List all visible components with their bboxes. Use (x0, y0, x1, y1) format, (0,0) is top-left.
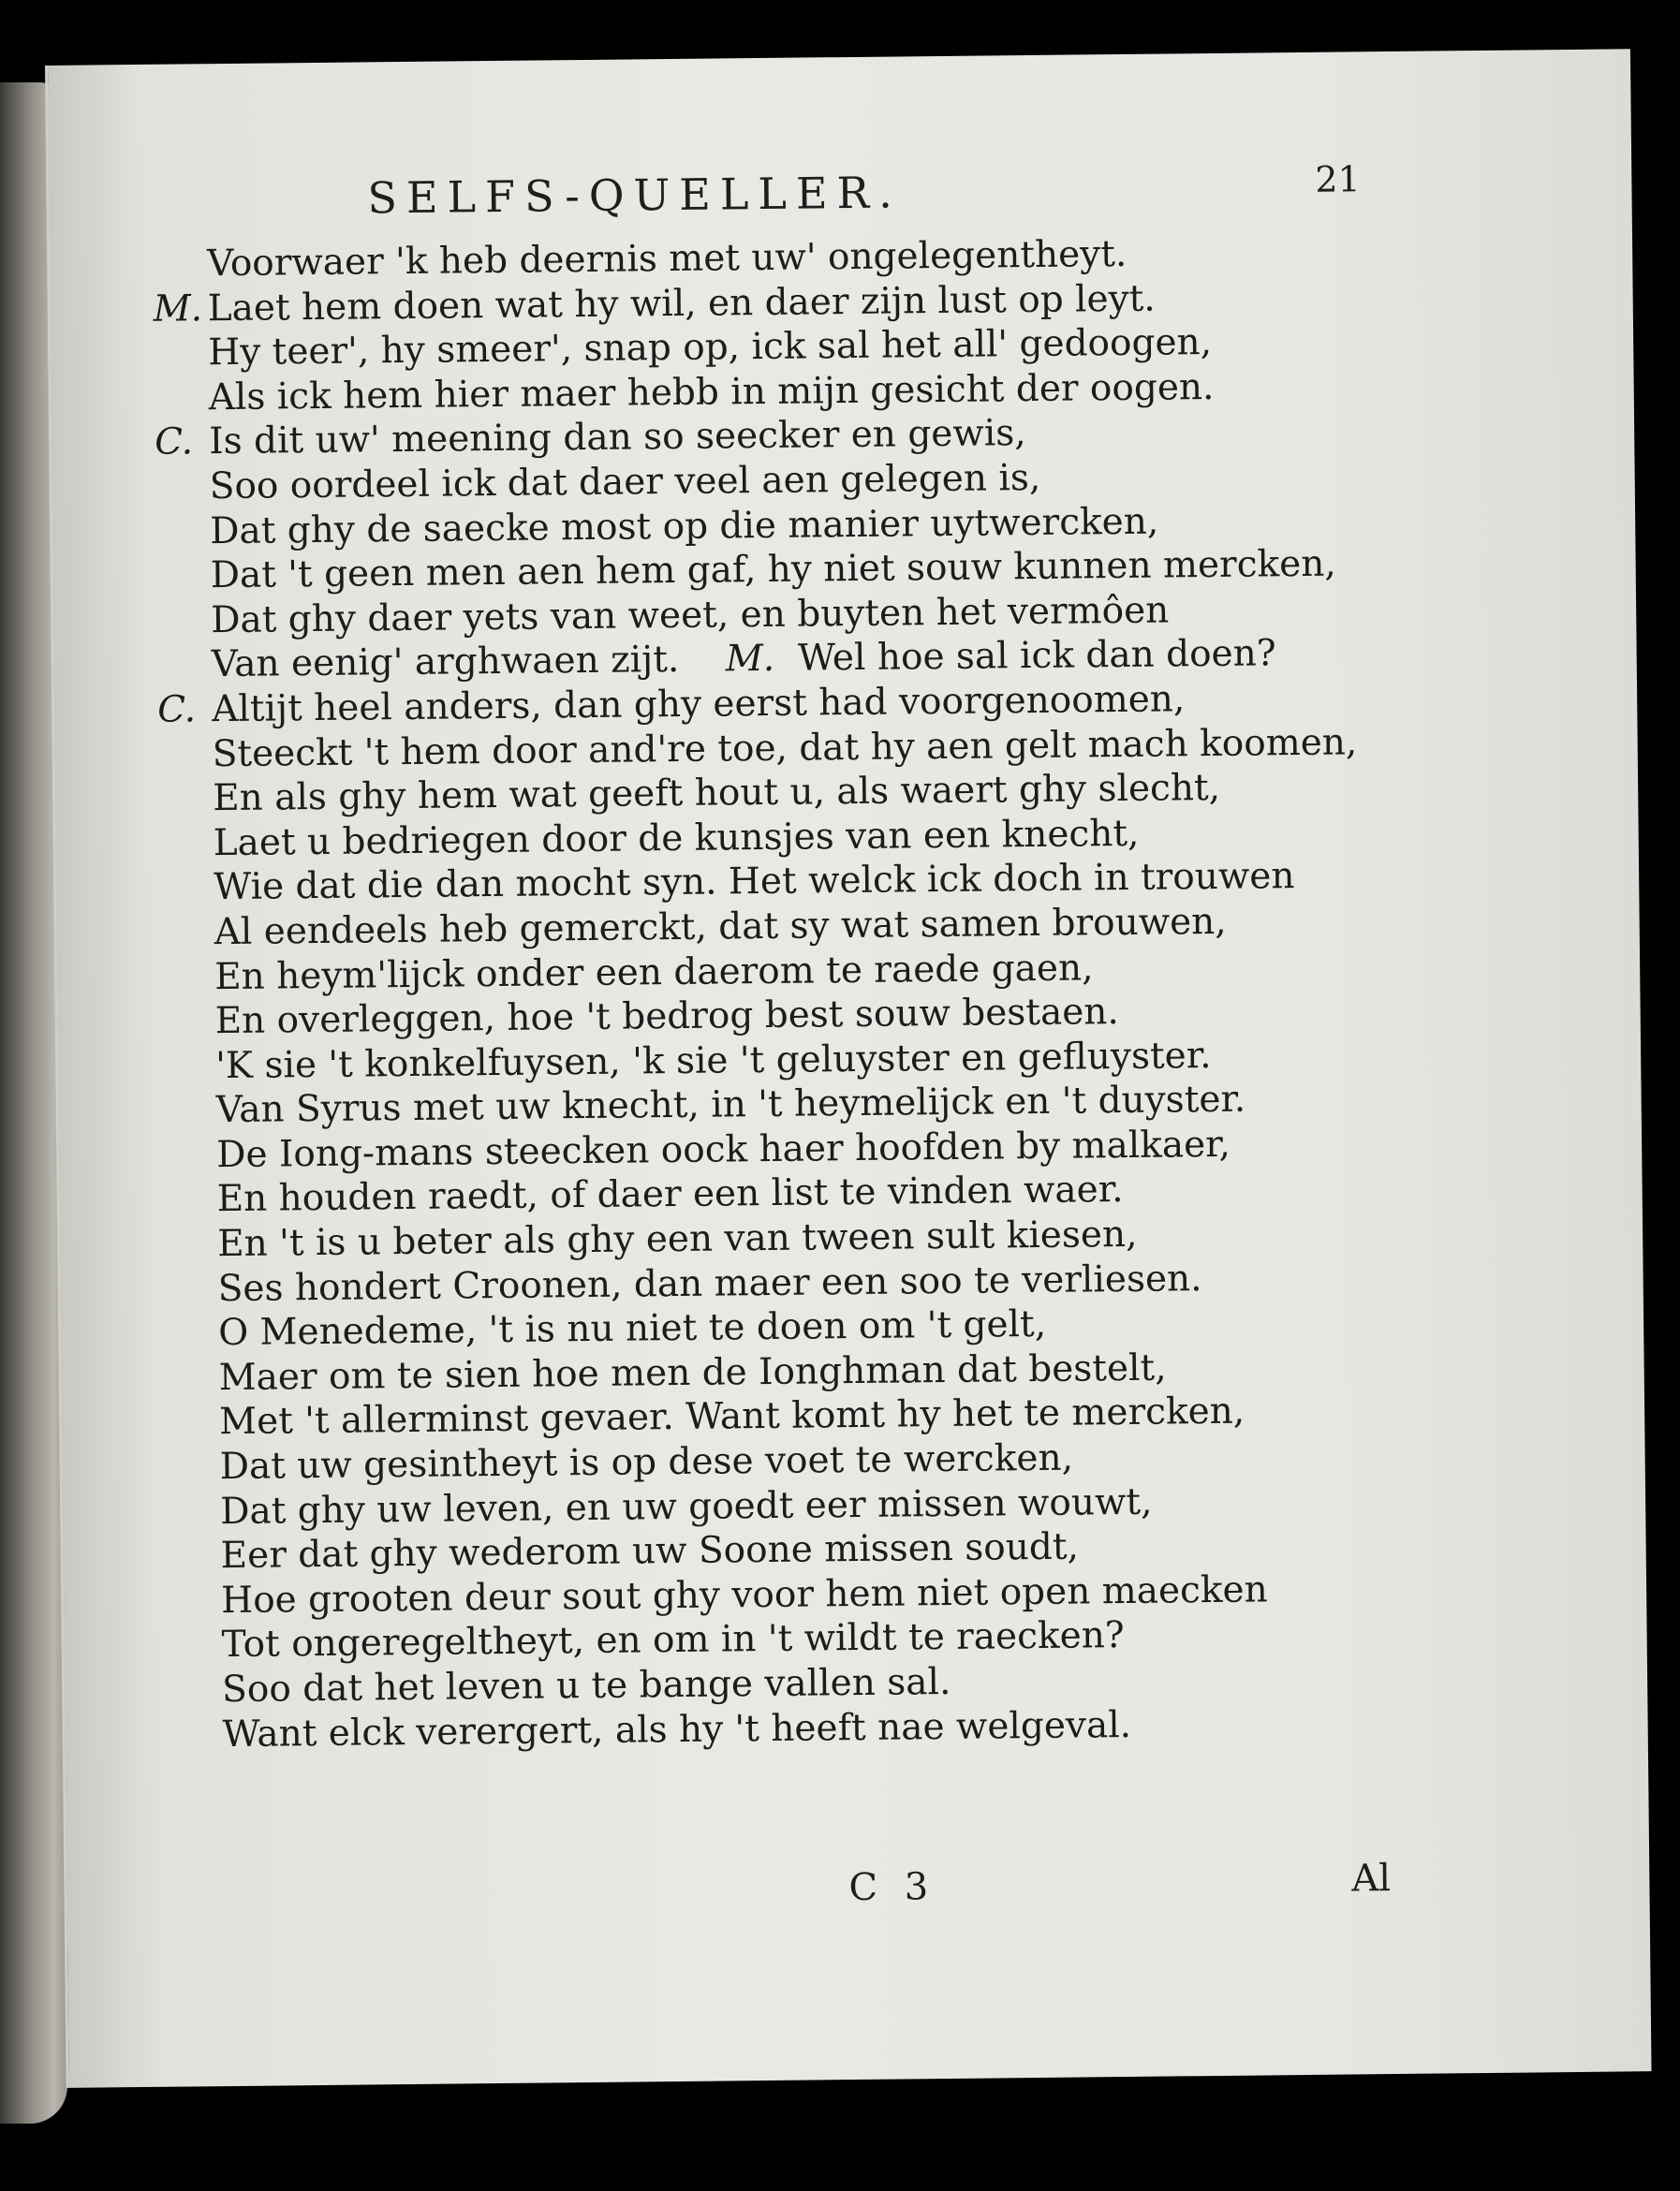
verse-block (153, 229, 1386, 1757)
verse-text (222, 1660, 951, 1713)
verse-text-main: Dat ghy daer yets van weet, en buyten het vermôen (210, 589, 1170, 641)
verse-text-main: Dat uw gesintheyt is op dese voet te wercken, (219, 1436, 1074, 1489)
verse-text-main: O Menedeme, 't is nu niet te doen om 't gelt, (217, 1303, 1047, 1355)
speaker-label: C. (154, 420, 194, 464)
verse-text-main: Dat ghy de saecke most op die manier uytwercken, (209, 500, 1159, 552)
verse-text-continuation: Wel hoe sal ick dan doen? (797, 632, 1276, 680)
verse-text-main: Voorwaer 'k heb deernis met uw' ongelegentheyt. (206, 232, 1127, 286)
speaker-label: C. (156, 688, 197, 731)
verse-text-main: Steeckt 't hem door and're toe, dat hy aen gelt mach koomen, (212, 720, 1358, 775)
verse-text-main: Hoe grooten deur sout ghy voor hem niet open maecken (220, 1568, 1268, 1622)
verse-text-main: Al eendeels heb gemerckt, dat sy wat samen brouwen, (214, 900, 1227, 954)
verse-text-main: Altijt heel anders, dan ghy eerst had voorgenoomen, (211, 678, 1186, 731)
verse-text-main: Laet u bedriegen door de kunsjes van een knecht, (213, 812, 1140, 864)
speaker-label: M. (153, 287, 203, 331)
verse-text (222, 1703, 1131, 1757)
verse-text-main: Tot ongeregeltheyt, en om in 't wildt te raecken? (221, 1614, 1125, 1667)
verse-text-main: Maer om te sien hoe men de Ionghman dat bestelt, (218, 1346, 1167, 1399)
verse-text-main: Van Syrus met uw knecht, in 't heymelijck en 't duyster. (215, 1078, 1246, 1132)
verse-text-main: Van eenig' arghwaen zijt. (211, 639, 680, 686)
verse-text-main: Soo oordeel ick dat daer veel aen gelegen is, (209, 456, 1041, 508)
verse-text-main: Met 't allerminst gevaer. Want komt hy het te mercken, (218, 1390, 1245, 1444)
verse-text-main: Wie dat die dan mocht syn. Het welck ick doch in trouwen (213, 855, 1295, 909)
verse-text-main: En als ghy hem wat geeft hout u, als waert ghy slecht, (212, 767, 1221, 820)
running-head: SELFS-QUELLER. (367, 167, 903, 224)
verse-text-main: Want elck verergert, als hy 't heeft nae welgeval. (222, 1703, 1132, 1756)
verse-text-main: En 't is u beter als ghy een van tween sult kiesen, (216, 1213, 1138, 1266)
verse-text-main: Dat ghy uw leven, en uw goedt eer missen wouwt, (219, 1480, 1153, 1533)
verse-text-main: 'K sie 't konkelfuysen, 'k sie 't geluyster en gefluyster. (214, 1034, 1212, 1087)
page-number: 21 (1315, 158, 1361, 200)
verse-text-main: En overleggen, hoe 't bedrog best souw bestaen. (214, 991, 1120, 1043)
verse-text-main: En heym'lijck onder een daerom te raede gaen, (214, 946, 1094, 998)
verse-text-main: En houden raedt, of daer een list te vinden waer. (216, 1169, 1124, 1221)
verse-text-main: Ses hondert Croonen, dan maer een soo te verliesen. (217, 1257, 1202, 1310)
verse-text-main: De Iong-mans steecken oock haer hoofden by malkaer, (215, 1123, 1231, 1177)
verse-text-main: Is dit uw' meening dan so seecker en gewis, (208, 412, 1026, 463)
verse-text-main: Dat 't geen men aen hem gaf, hy niet souw kunnen mercken, (210, 542, 1336, 597)
verse-text-main: Laet hem doen wat hy wil, en daer zijn lust op leyt. (207, 277, 1156, 330)
catchword: Al (1351, 1857, 1392, 1901)
signature-mark: C 3 (848, 1865, 936, 1910)
verse-text-main: Als ick hem hier maer hebb in mijn gesicht der oogen. (208, 365, 1215, 419)
verse-text-main: Soo dat het leven u te bange vallen sal. (221, 1660, 951, 1712)
verse-text-main: Hy teer', hy smeer', snap op, ick sal het all' gedoogen, (207, 321, 1213, 375)
book-page (45, 49, 1652, 2088)
speaker-label-inline: M. (725, 638, 775, 681)
verse-text-main: Eer dat ghy wederom uw Soone missen soudt, (220, 1525, 1080, 1578)
